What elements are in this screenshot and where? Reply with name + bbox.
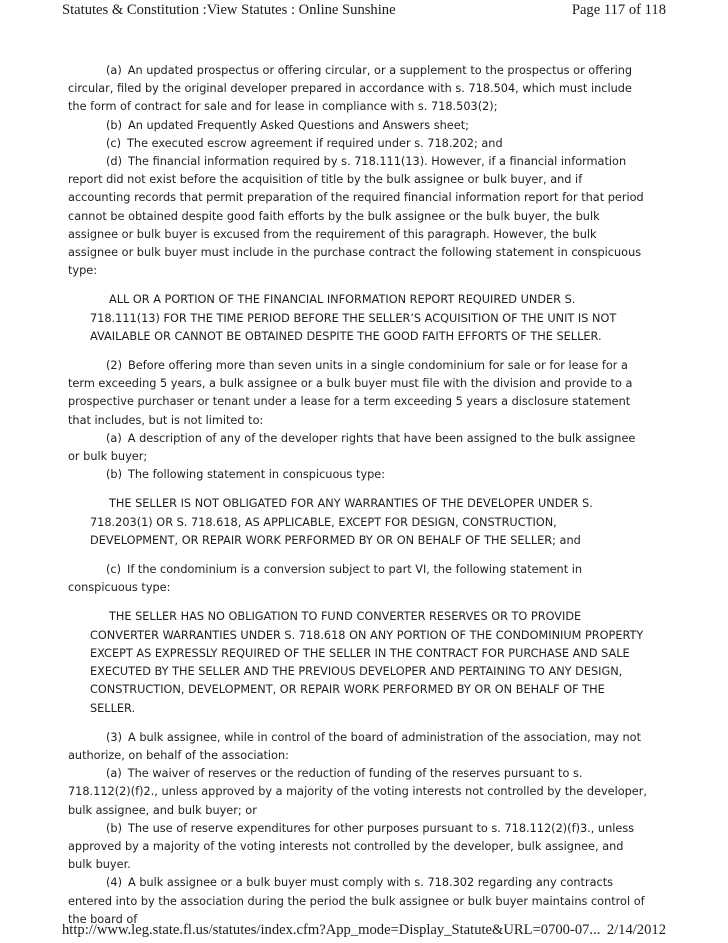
paragraph-label: (b) [106,821,122,835]
paragraph-d-financial [68,153,648,280]
paragraph-text: The executed escrow agreement if required under s. 718.202; and [127,136,503,150]
paragraph-label: (b) [106,468,122,482]
subsection-3 [68,729,648,765]
paragraph-label: (a) [106,767,122,781]
paragraph-a-reserves-waiver [68,765,648,820]
conspicuous-statement-warranties: THE SELLER IS NOT OBLIGATED FOR ANY WARRANTIES OF THE DEVELOPER UNDER S. 718.203(1) OR S. 718.618, AS APPLICABLE, EXCEPT FOR DESIGN, CONSTRUCTION, DEVELOPMENT, OR REPAIR WORK PERFORMED BY OR ON BEHALF OF THE SELLER; and [90,497,593,547]
paragraph-text: A description of any of the developer rights that have been assigned to the bulk assignee or bulk buyer; [68,431,636,464]
paragraph-text: The use of reserve expenditures for other purposes pursuant to s. 718.112(2)(f)3., unless approved by a majority of the voting interests not controlled by the developer, bulk assignee, and bulk buyer. [68,821,635,872]
subsection-2 [68,357,648,430]
statute-text [68,62,648,929]
page-title: Statutes & Constitution :View Statutes : Online Sunshine [62,2,396,18]
paragraph-text: The financial information required by s. 718.111(13). However, if a financial information report did not exist before the acquisition of title by the bulk assignee or bulk buyer, and if accounting records that permit preparation of the required financial information report for that period cannot be obtained despite good faith efforts by the bulk assignee or the bulk buyer, the bulk assignee or bulk buyer is excused from the requirement of this paragraph. However, the bulk assignee or bulk buyer must include in the purchase contract the following statement in conspicuous type: [68,155,644,278]
paragraph-label: (c) [106,136,122,150]
paragraph-b-statement [68,466,648,484]
paragraph-label: (4) [106,876,123,890]
paragraph-label: (b) [106,118,122,132]
paragraph-text: The waiver of reserves or the reduction of funding of the reserves pursuant to s. 718.112(2)(f)2., unless approved by a majority of the voting interests not controlled by the developer, bulk assignee, and bulk buyer; or [68,767,647,817]
paragraph-label: (2) [106,359,123,373]
page-footer [62,920,666,942]
paragraph-b-faq [68,117,648,135]
paragraph-text: Before offering more than seven units in a single condominium for sale or for lease for a term exceeding 5 years, a bulk assignee or a bulk buyer must file with the division and provide to a prospective purchaser or tenant under a lease for a term exceeding 5 years a disclosure statement that includes, but is not limited to: [68,359,633,427]
paragraph-b-reserve-expenditures [68,820,648,875]
paragraph-label: (d) [106,155,122,169]
paragraph-text: A bulk assignee, while in control of the board of administration of the association, may not authorize, on behalf of the association: [68,730,642,762]
spacer [68,280,648,291]
spacer [68,718,648,729]
print-date: 2/14/2012 [606,922,666,938]
paragraph-a-prospectus [68,62,648,117]
conspicuous-statement-converter: THE SELLER HAS NO OBLIGATION TO FUND CONVERTER RESERVES OR TO PROVIDE CONVERTER WARRANTIES UNDER S. 718.618 ON ANY PORTION OF THE CONDOMINIUM PROPERTY EXCEPT AS EXPRESSLY REQUIRED OF THE SELLER IN THE CONTRACT FOR PURCHASE AND SALE EXECUTED BY THE SELLER AND THE PREVIOUS DEVELOPER AND PERTAINING TO ANY DESIGN, CONSTRUCTION, DEVELOPMENT, OR REPAIR WORK PERFORMED BY OR ON BEHALF OF THE SELLER. [90,610,644,715]
source-url-link[interactable]: http://www.leg.state.fl.us/statutes/index.cfm?App_mode=Display_Statute&URL=0700-07... [62,922,601,938]
spacer [68,346,648,357]
paragraph-c-escrow [68,135,648,153]
paragraph-c-conversion [68,561,648,597]
spacer [68,550,648,561]
spacer [68,597,648,608]
page-number: Page 117 of 118 [571,2,666,18]
paragraph-a-developer-rights [68,430,648,466]
spacer [68,484,648,495]
paragraph-text: A bulk assignee or a bulk buyer must comply with s. 718.302 regarding any contracts entered into by the association during the period the bulk assignee or bulk buyer maintains control of the board of [68,876,645,926]
paragraph-text: If the condominium is a conversion subject to part VI, the following statement in conspicuous type: [68,563,583,595]
page-header [62,0,666,22]
paragraph-label: (3) [106,730,123,744]
conspicuous-statement-financial: ALL OR A PORTION OF THE FINANCIAL INFORMATION REPORT REQUIRED UNDER S. 718.111(13) FOR THE TIME PERIOD BEFORE THE SELLER’S ACQUISITION OF THE UNIT IS NOT AVAILABLE OR CANNOT BE OBTAINED DESPITE THE GOOD FAITH EFFORTS OF THE SELLER. [90,293,617,343]
paragraph-label: (c) [106,563,122,577]
paragraph-label: (a) [106,431,122,445]
paragraph-text: The following statement in conspicuous type: [128,468,386,482]
paragraph-text: An updated prospectus or offering circular, or a supplement to the prospectus or offering circular, filed by the original developer prepared in accordance with s. 718.504, which must include the form of contract for sale and for lease in compliance with s. 718.503(2); [68,64,633,114]
paragraph-label: (a) [106,64,122,77]
paragraph-text: An updated Frequently Asked Questions and Answers sheet; [128,118,469,132]
